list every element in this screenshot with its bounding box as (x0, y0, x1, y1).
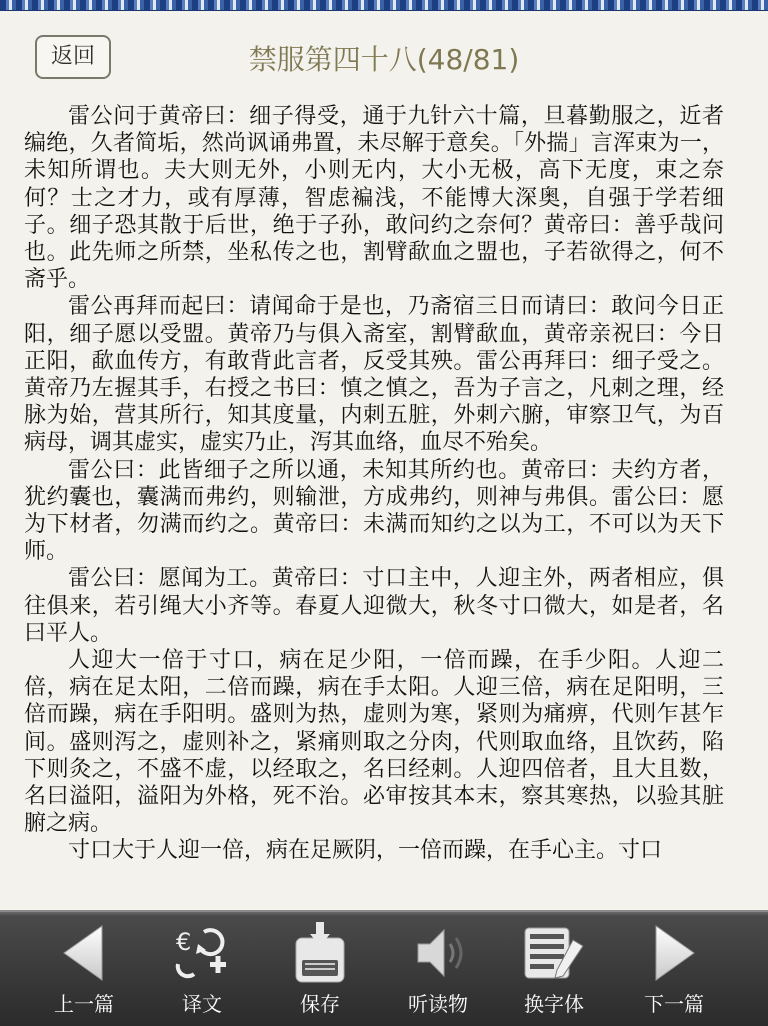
svg-text:€: € (176, 928, 192, 956)
next-article-label: 下一篇 (644, 992, 704, 1016)
listen-label: 听读物 (408, 992, 468, 1016)
listen-button[interactable] (374, 912, 502, 1026)
save-label: 保存 (300, 992, 340, 1016)
header-bar (0, 10, 768, 96)
save-icon (256, 922, 384, 984)
next-article-button[interactable] (610, 912, 738, 1026)
previous-article-button[interactable] (20, 912, 148, 1026)
article-paragraph: 雷公曰：此皆细子之所以通，未知其所约也。黄帝曰：夫约方者，犹约囊也，囊满而弗约，则输泄，方成弗约，则神与弗俱。雷公曰：愿为下材者，勿满而约之。黄帝曰：未满而知约之以为工，不可以为天下师。 (24, 457, 724, 565)
article-content[interactable] (24, 103, 724, 897)
speaker-icon (374, 922, 502, 984)
translation-label: 译文 (182, 992, 222, 1016)
article-paragraph: 雷公再拜而起曰：请闻命于是也，乃斋宿三日而请曰：敢问今日正阳，细子愿以受盟。黄帝乃与俱入斋室，割臂歃血，黄帝亲祝曰：今日正阳，歃血传方，有敢背此言者，反受其殃。雷公再拜曰：细子受之。黄帝乃左握其手，右授之书曰：慎之慎之，吾为子言之，凡刺之理，经脉为始，营其所行，知其度量，内刺五脏，外刺六腑，审察卫气，为百病母，调其虚实，虚实乃止，泻其血络，血尽不殆矣。 (24, 294, 724, 456)
left-arrow-icon (20, 922, 148, 984)
right-arrow-icon (610, 922, 738, 984)
back-button[interactable]: 返回 (35, 35, 111, 79)
save-button[interactable] (256, 912, 384, 1026)
page-title: 禁服第四十八(48/81) (248, 43, 520, 76)
article-paragraph: 雷公问于黄帝曰：细子得受，通于九针六十篇，旦暮勤服之，近者编绝，久者简垢，然尚讽诵弗置，未尽解于意矣。「外揣」言浑束为一，未知所谓也。夫大则无外，小则无内，大小无极，高下无度，束之奈何？士之才力，或有厚薄，智虑褊浅，不能博大深奥，自强于学若细子。细子恐其散于后世，绝于子孙，敢问约之奈何？黄帝曰：善乎哉问也。此先师之所禁，坐私传之也，割臂歃血之盟也，子若欲得之，何不斋乎。 (24, 104, 724, 293)
article-paragraph: 人迎大一倍于寸口，病在足少阳，一倍而躁，在手少阳。人迎二倍，病在足太阳，二倍而躁，病在手太阳。人迎三倍，病在足阳明，三倍而躁，病在手阳明。盛则为热，虚则为寒，紧则为痛痹，代则乍甚乍间。盛则泻之，虚则补之，紧痛则取之分肉，代则取血络，且饮药，陷下则灸之，不盛不虚，以经取之，名曰经刺。人迎四倍者，且大且数，名曰溢阳，溢阳为外格，死不治。必审按其本末，察其寒热，以验其脏腑之病。 (24, 648, 724, 837)
article-paragraph: 寸口大于人迎一倍，病在足厥阴，一倍而躁，在手心主。寸口 (68, 838, 663, 864)
translation-button[interactable] (138, 912, 266, 1026)
change-font-label: 换字体 (524, 992, 584, 1016)
translate-icon (138, 922, 266, 984)
previous-article-label: 上一篇 (54, 992, 114, 1016)
font-edit-icon (490, 922, 618, 984)
change-font-button[interactable] (490, 912, 618, 1026)
article-paragraph: 雷公曰：愿闻为工。黄帝曰：寸口主中，人迎主外，两者相应，俱往俱来，若引绳大小齐等。春夏人迎微大，秋冬寸口微大，如是者，名曰平人。 (24, 566, 724, 646)
bottom-toolbar (0, 910, 768, 1026)
